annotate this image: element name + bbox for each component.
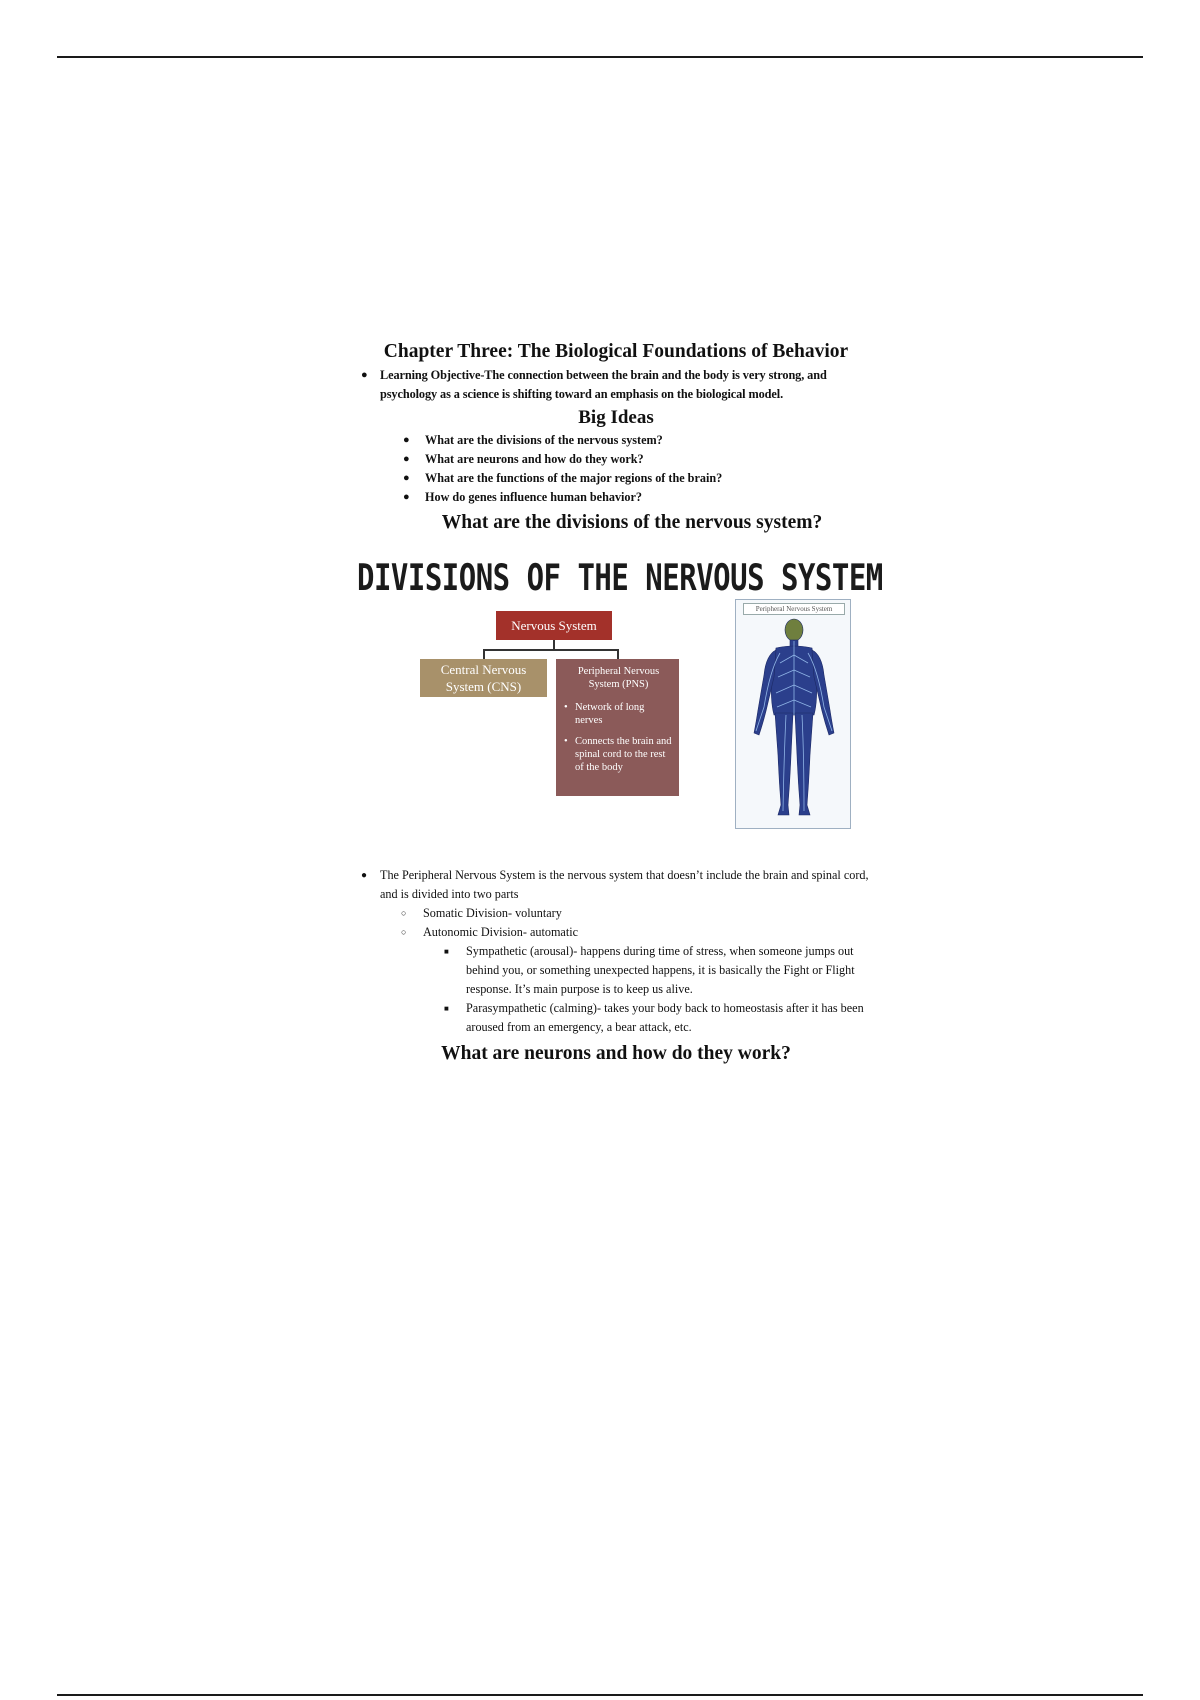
section-heading-neurons: What are neurons and how do they work? bbox=[441, 1043, 791, 1064]
square-bullet-icon: ■ bbox=[444, 947, 449, 956]
list-item: ○ Somatic Division- voluntary bbox=[361, 904, 871, 923]
learning-objective bbox=[361, 366, 871, 404]
slide-title: DIVISIONS OF THE NERVOUS SYSTEM bbox=[357, 556, 883, 599]
pns-box bbox=[556, 659, 679, 796]
list-item: ● What are the functions of the major regions of the brain? bbox=[403, 469, 871, 488]
connector-line bbox=[483, 649, 485, 659]
bullet-icon: • bbox=[564, 736, 568, 747]
bullet-icon: • bbox=[564, 702, 568, 713]
big-ideas-list bbox=[361, 431, 871, 507]
bullet-icon: ● bbox=[361, 870, 368, 881]
list-item bbox=[361, 866, 871, 904]
cns-box: Central Nervous System (CNS) bbox=[420, 659, 547, 697]
list-item: ● How do genes influence human behavior? bbox=[403, 488, 871, 507]
connector-line bbox=[617, 649, 619, 659]
list-item: ● What are the divisions of the nervous system? bbox=[403, 431, 871, 450]
pns-description bbox=[361, 866, 871, 1037]
chapter-title: Chapter Three: The Biological Foundations of Behavior bbox=[383, 341, 849, 362]
pns-point: • Connects the brain and spinal cord to the rest of the body bbox=[564, 736, 672, 773]
pns-text: The Peripheral Nervous System is the nervous system that doesn’t include the brain and spinal cord, and is divided into two parts bbox=[380, 868, 869, 901]
list-item: ■ Parasympathetic (calming)- takes your body back to homeostasis after it has been aroused from an emergency, a bear attack, etc. bbox=[361, 999, 871, 1037]
bullet-icon: ● bbox=[403, 453, 410, 465]
page-content bbox=[357, 340, 883, 1065]
list-item: ■ Sympathetic (arousal)- happens during time of stress, when someone jumps out behind you, or something unexpected happens, it is basically the Fight or Flight response. It’s main purpose is to keep us alive. bbox=[361, 942, 871, 999]
list-item: ● What are neurons and how do they work? bbox=[403, 450, 871, 469]
human-body-nerves-icon bbox=[744, 615, 844, 825]
bullet-icon: ● bbox=[403, 491, 410, 503]
circle-bullet-icon: ○ bbox=[401, 927, 407, 937]
list-item: ○ Autonomic Division- automatic bbox=[361, 923, 871, 942]
connector-line bbox=[483, 649, 619, 651]
figure-label: Peripheral Nervous System bbox=[743, 603, 845, 615]
peripheral-nervous-system-figure bbox=[735, 599, 851, 829]
bottom-rule bbox=[57, 1694, 1143, 1696]
document-page bbox=[256, 258, 976, 1204]
bullet-icon: ● bbox=[403, 472, 410, 484]
pns-box-title: Peripheral Nervous System (PNS) bbox=[577, 666, 660, 690]
circle-bullet-icon: ○ bbox=[401, 908, 407, 918]
bullet-icon: ● bbox=[361, 369, 368, 381]
square-bullet-icon: ■ bbox=[444, 1004, 449, 1013]
learning-objective-text: Learning Objective-The connection between the brain and the body is very strong, and psychology as a science is shifting toward an emphasis on the biological model. bbox=[380, 368, 827, 401]
top-rule bbox=[57, 56, 1143, 58]
section-heading-divisions: What are the divisions of the nervous system? bbox=[441, 512, 823, 533]
nervous-system-box: Nervous System bbox=[496, 611, 612, 640]
nervous-system-slide bbox=[357, 556, 883, 856]
bullet-icon: ● bbox=[403, 434, 410, 446]
pns-point: • Network of long nerves bbox=[564, 702, 645, 726]
big-ideas-heading: Big Ideas bbox=[578, 407, 654, 428]
